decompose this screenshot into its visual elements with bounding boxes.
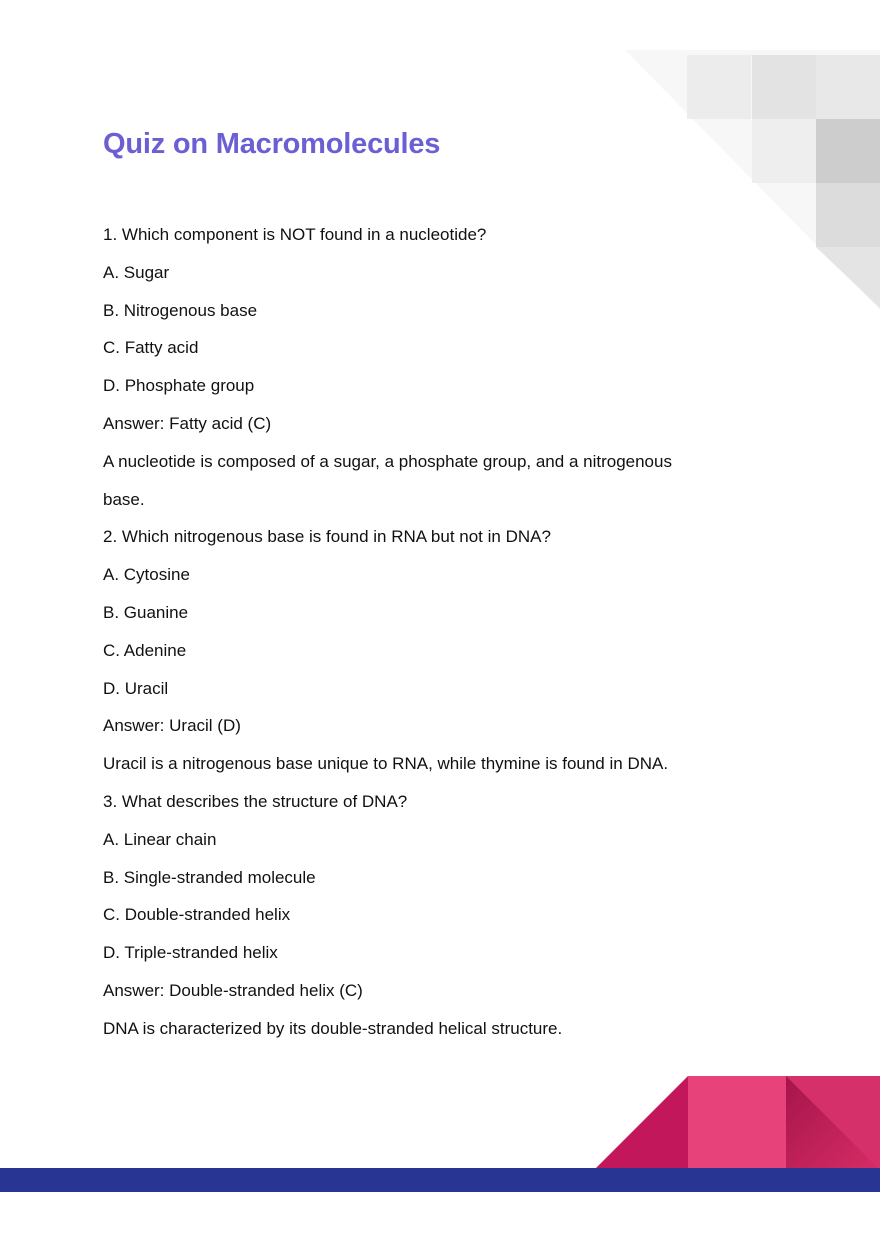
page-title: Quiz on Macromolecules [103,128,441,160]
option: C. Fatty acid [103,338,199,358]
option: B. Single-stranded molecule [103,867,316,887]
question-3: 3. What describes the structure of DNA? [103,791,408,811]
answer: Answer: Fatty acid (C) [103,413,272,433]
option: C. Adenine [103,640,187,660]
option: D. Phosphate group [103,376,255,396]
answer: Answer: Double-stranded helix (C) [103,980,363,1000]
answer: Answer: Uracil (D) [103,716,241,736]
option: D. Uracil [103,678,169,698]
pink-triangle-shape [594,1076,688,1170]
explanation: A nucleotide is composed of a sugar, a phosphate group, and a nitrogenous [103,451,672,471]
footer-bar [0,1168,880,1192]
option: A. Cytosine [103,565,190,585]
option: D. Triple-stranded helix [103,943,278,963]
option: B. Nitrogenous base [103,300,258,320]
quiz-content [103,223,703,1055]
pink-block-shape [688,1076,786,1170]
option: B. Guanine [103,602,189,622]
bottom-right-decoration [560,1070,880,1170]
option: A. Linear chain [103,829,217,849]
explanation: base. [103,489,145,509]
option: C. Double-stranded helix [103,905,291,925]
question-2: 2. Which nitrogenous base is found in RNA but not in DNA? [103,527,551,547]
question-1: 1. Which component is NOT found in a nucleotide? [103,225,487,244]
explanation: Uracil is a nitrogenous base unique to RNA, while thymine is found in DNA. [103,754,669,774]
explanation: DNA is characterized by its double-stranded helical structure. [103,1018,563,1038]
option: A. Sugar [103,262,170,282]
